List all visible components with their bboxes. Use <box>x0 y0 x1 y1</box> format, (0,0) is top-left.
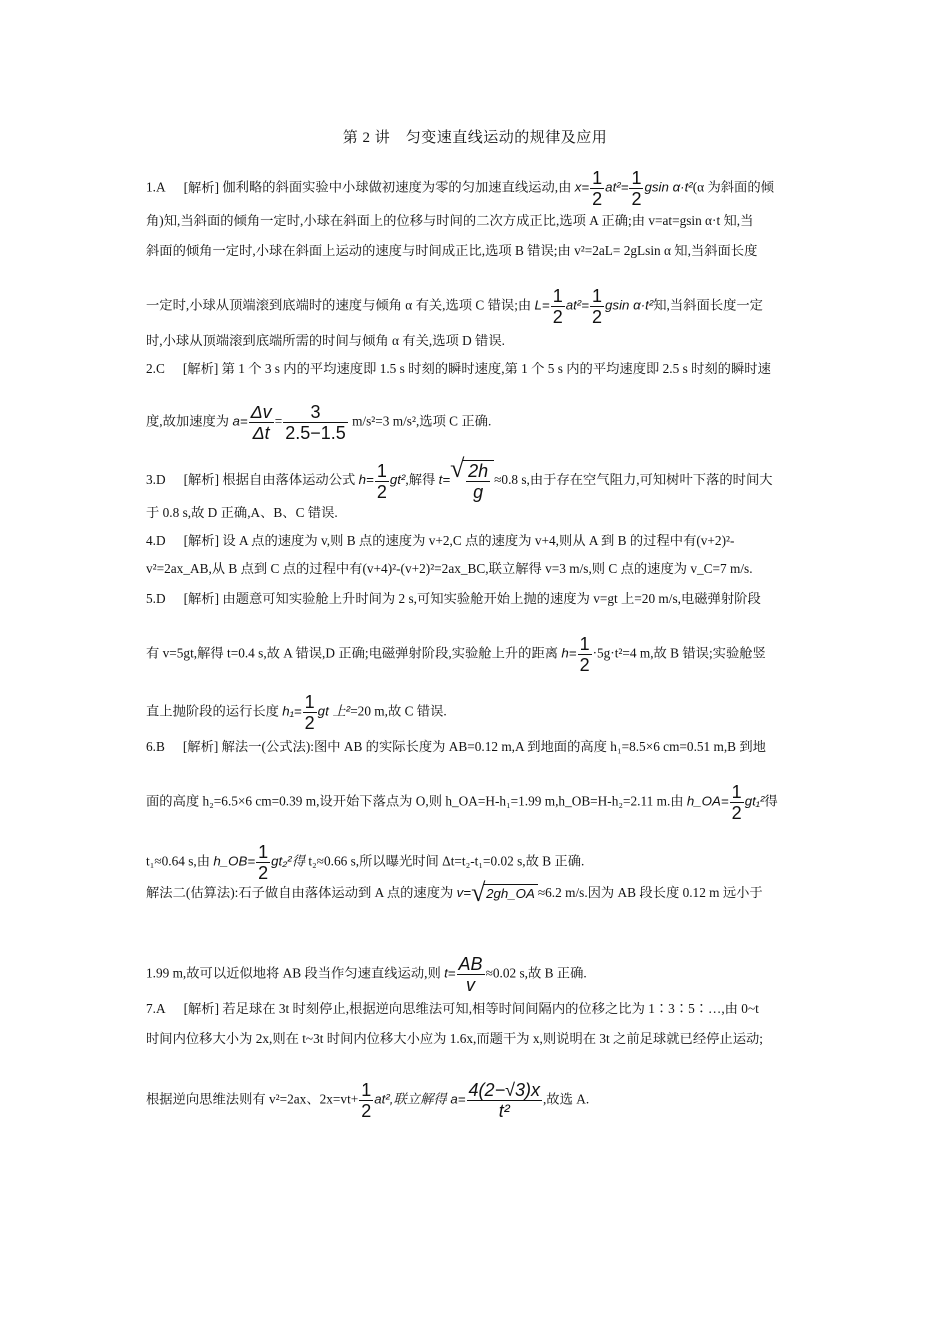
q1-line-1: 1.A [解析] 伽利略的斜面实验中小球做初速度为零的匀加速直线运动,由 x= $\frac{1}{2}$ at²= $\frac{1}{2}$ gsin α·t²(α 为斜面的倾 <box>146 168 774 209</box>
fraction-half: $\frac{1}{2}$ <box>592 168 603 209</box>
fraction-half: $\frac{1}{2}$ <box>631 168 642 209</box>
q6-line-2: 面的高度 h₂=6.5×6 cm=0.39 m,设开始下落点为 O,则 h_OA=H-h₁=1.99 m,h_OB=H-h₂=2.11 m.由 h_OA= $\frac{1}{2}$ gt₁²得 <box>146 782 778 823</box>
fraction-half: $\frac{1}{2}$ <box>258 842 269 883</box>
q5-line-1: 5.D [解析] 由题意可知实验舱上升时间为 2 s,可知实验舱开始上抛的速度为 v=gt 上=20 m/s,电磁弹射阶段 <box>146 591 761 606</box>
q3-line-1: 3.D [解析] 根据自由落体运动公式 h= $\frac{1}{2}$ gt²,解得 t= √ $\frac{2h}{g}$ ≈0.8 s,由于存在空气阻力,可知树叶下落的时间大 <box>146 454 773 502</box>
q6-line-1: 6.B [解析] 解法一(公式法):图中 AB 的实际长度为 AB=0.12 m,A 到地面的高度 h₁=8.5×6 cm=0.51 m,B 到地 <box>146 739 766 754</box>
sqrt-2h-over-g: √ $\frac{2h}{g}$ <box>450 460 494 502</box>
q3-line-2: 于 0.8 s,故 D 正确,A、B、C 错误. <box>146 505 338 520</box>
q1-number: 1.A <box>146 179 166 195</box>
page-title: 第 2 讲 匀变速直线运动的规律及应用 <box>342 130 608 146</box>
fraction-answer: $\frac{4(2-√3)x}{\text{t²}}$ <box>468 1080 540 1121</box>
fraction-half: $\frac{1}{2}$ <box>304 692 315 733</box>
q2-line-1: 2.C [解析] 第 1 个 3 s 内的平均速度即 1.5 s 时刻的瞬时速度,第 1 个 5 s 内的平均速度即 2.5 s 时刻的瞬时速 <box>146 361 771 376</box>
q6-line-4: 解法二(估算法):石子做自由落体运动到 A 点的速度为 v= √ 2gh_OA ≈6.2 m/s.因为 AB 段长度 0.12 m 远小于 <box>146 878 763 908</box>
fraction-half: $\frac{1}{2}$ <box>361 1080 372 1121</box>
q7-line-3: 根据逆向思维法则有 v²=2ax、2x=vt+ $\frac{1}{2}$ at²,联立解得 a= $\frac{4(2-√3)x}{\text{t²}}$ ,故选 A. <box>146 1080 590 1121</box>
q6-line-3: t₁≈0.64 s,由 h_OB= $\frac{1}{2}$ gt₂²得 t₂≈0.66 s,所以曝光时间 Δt=t₂-t₁=0.02 s,故 B 正确. <box>146 842 585 883</box>
fraction-half: $\frac{1}{2}$ <box>731 782 742 823</box>
fraction-half: $\frac{1}{2}$ <box>592 286 603 327</box>
fraction-half: $\frac{1}{2}$ <box>579 634 590 675</box>
q4-line-2: v²=2ax_AB,从 B 点到 C 点的过程中有(v+4)²-(v+2)²=2ax_BC,联立解得 v=3 m/s,则 C 点的速度为 v_C=7 m/s. <box>146 561 753 576</box>
fraction-acceleration: $\frac{3}{2.5-1.5}$ <box>285 402 346 443</box>
q7-line-1: 7.A [解析] 若足球在 3t 时刻停止,根据逆向思维法可知,相等时间间隔内的位移之比为 1∶3∶5∶…,由 0~t <box>146 1001 759 1016</box>
q1-tag: [解析] <box>183 179 220 195</box>
q5-line-3: 直上抛阶段的运行长度 h₁= $\frac{1}{2}$ gt 上²=20 m,故 C 错误. <box>146 692 447 733</box>
fraction-half: $\frac{1}{2}$ <box>552 286 563 327</box>
q1-line-2: 角)知,当斜面的倾角一定时,小球在斜面上的位移与时间的二次方成正比,选项 A 正确;由 v=at=gsin α·t 知,当 <box>146 213 754 228</box>
q1-line-4: 一定时,小球从顶端滚到底端时的速度与倾角 α 有关,选项 C 错误;由 L= $\frac{1}{2}$ at²= $\frac{1}{2}$ gsin α·t²知,当斜面长度一定 <box>146 286 763 327</box>
q7-line-2: 时间内位移大小为 2x,则在 t~3t 时间内位移大小应为 1.6x,而题干为 x,则说明在 3t 之前足球就已经停止运动; <box>146 1031 764 1046</box>
fraction-half: $\frac{1}{2}$ <box>376 460 387 502</box>
sqrt-2ghOA: √ 2gh_OA <box>471 884 538 903</box>
q6-line-5: 1.99 m,故可以近似地将 AB 段当作匀速直线运动,则 t= $\frac{AB}{v}$ ≈0.02 s,故 B 正确. <box>146 954 587 995</box>
q1-line-5: 时,小球从顶端滚到底端所需的时间与倾角 α 有关,选项 D 错误. <box>146 333 505 348</box>
q2-line-2: 度,故加速度为 a= $\frac{\Delta v}{\Delta t}$ = $\frac{3}{2.5-1.5}$ m/s²=3 m/s²,选项 C 正确. <box>146 402 492 443</box>
q5-line-2: 有 v=5gt,解得 t=0.4 s,故 A 错误,D 正确;电磁弹射阶段,实验舱上升的距离 h= $\frac{1}{2}$ ·5g·t²=4 m,故 B 错误;实验舱竖 <box>146 634 766 675</box>
q4-line-1: 4.D [解析] 设 A 点的速度为 v,则 B 点的速度为 v+2,C 点的速度为 v+4,则从 A 到 B 的过程中有(v+2)²- <box>146 533 735 548</box>
fraction-ab-over-v: $\frac{AB}{v}$ <box>458 954 483 995</box>
fraction-dv-dt: $\frac{\Delta v}{\Delta t}$ <box>250 402 272 443</box>
q1-line-3: 斜面的倾角一定时,小球在斜面上运动的速度与时间成正比,选项 B 错误;由 v²=2aL= 2gLsin α 知,当斜面长度 <box>146 243 758 258</box>
